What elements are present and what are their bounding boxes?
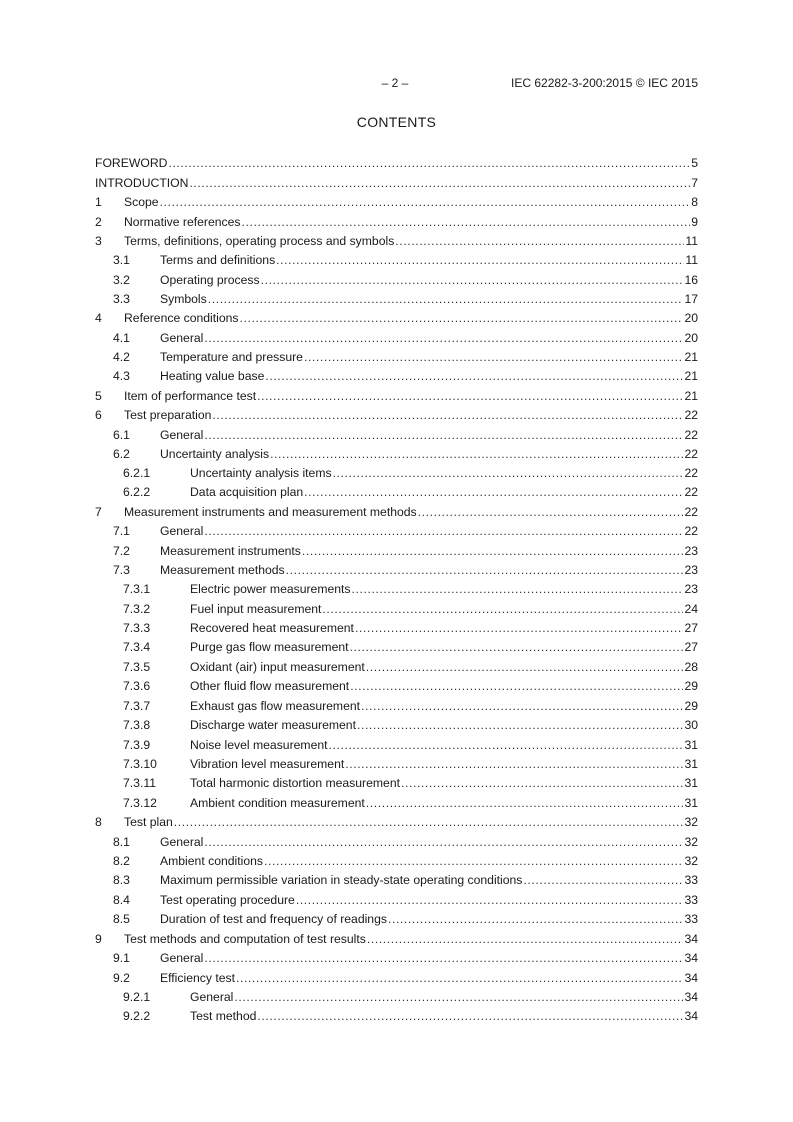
dot-leader	[265, 369, 683, 384]
toc-entry-page: 23	[684, 562, 698, 577]
toc-entry[interactable]	[95, 621, 698, 636]
toc-entry-page: 7	[691, 175, 698, 190]
toc-entry[interactable]	[95, 544, 698, 559]
toc-entry[interactable]	[95, 951, 698, 966]
toc-entry-title: Operating process	[160, 272, 260, 287]
toc-entry-title: Oxidant (air) input measurement	[190, 659, 365, 674]
toc-entry[interactable]	[95, 234, 698, 249]
dot-leader	[234, 990, 683, 1005]
toc-entry-page: 31	[684, 795, 698, 810]
toc-entry[interactable]	[95, 679, 698, 694]
toc-entry-number: 9.2.2	[123, 1009, 151, 1024]
toc-entry-page: 22	[684, 524, 698, 539]
toc-entry-page: 33	[684, 892, 698, 907]
toc-entry-title: Discharge water measurement	[190, 718, 356, 733]
dot-leader	[302, 544, 684, 559]
toc-entry-title: Exhaust gas flow measurement	[190, 698, 361, 713]
toc-entry-page: 32	[684, 815, 698, 830]
dot-leader	[352, 582, 684, 597]
toc-entry-page: 31	[684, 776, 698, 791]
toc-entry-page: 34	[684, 970, 698, 985]
toc-entry[interactable]	[95, 505, 698, 520]
toc-entry-number: 3.3	[113, 291, 130, 306]
toc-entry[interactable]	[95, 292, 698, 307]
toc-entry-title: Ambient condition measurement	[190, 795, 365, 810]
toc-entry-number: 7.2	[113, 543, 130, 558]
toc-entry-number: 7.3	[113, 562, 130, 577]
toc-entry-page: 11	[685, 253, 698, 268]
toc-entry-number: 5	[95, 388, 102, 403]
toc-entry-title: INTRODUCTION	[95, 175, 189, 190]
toc-entry-title: General	[160, 834, 204, 849]
dot-leader	[174, 815, 684, 830]
toc-entry-title: Electric power measurements	[190, 582, 351, 597]
dot-leader	[189, 176, 690, 191]
toc-entry-page: 31	[684, 737, 698, 752]
toc-entry-title: Test methods and computation of test results	[124, 931, 366, 946]
toc-entry-title: Other fluid flow measurement	[190, 679, 350, 694]
dot-leader	[523, 873, 683, 888]
toc-entry-number: 7.3.9	[123, 737, 151, 752]
toc-entry-number: 8.5	[113, 912, 130, 927]
toc-entry[interactable]	[95, 389, 698, 404]
dot-leader	[204, 951, 683, 966]
toc-entry-title: FOREWORD	[95, 156, 168, 170]
toc-entry-number: 4.3	[113, 369, 130, 384]
toc-entry-number: 6.2	[113, 446, 130, 461]
toc-entry-page: 33	[684, 912, 698, 927]
dot-leader	[333, 466, 684, 481]
toc-entry-page: 22	[684, 408, 698, 423]
dot-leader	[355, 621, 683, 636]
dot-leader	[204, 835, 683, 850]
toc-entry-page: 21	[684, 388, 698, 403]
page-number: – 2 –	[381, 76, 409, 90]
toc-entry-page: 27	[684, 640, 698, 655]
dot-leader	[168, 156, 690, 171]
toc-entry[interactable]	[95, 602, 698, 617]
toc-entry-title: Recovered heat measurement	[190, 620, 354, 635]
toc-entry-number: 7.3.6	[123, 679, 151, 694]
toc-entry[interactable]	[95, 195, 698, 210]
toc-entry-title: General	[160, 524, 204, 539]
toc-entry-page: 5	[691, 156, 698, 170]
toc-entry-title: Reference conditions	[124, 311, 239, 326]
toc-entry-page: 30	[684, 718, 698, 733]
toc-entry[interactable]	[95, 350, 698, 365]
dot-leader	[361, 699, 683, 714]
toc-entry-page: 22	[684, 504, 698, 519]
toc-entry[interactable]	[95, 466, 698, 481]
toc-entry-title: Normative references	[124, 214, 241, 229]
toc-entry-title: Measurement instruments and measurement methods	[124, 504, 417, 519]
dot-leader	[240, 311, 684, 326]
toc-entry-number: 8.2	[113, 853, 130, 868]
toc-entry-title: Item of performance test	[124, 388, 257, 403]
toc-entry-page: 22	[684, 446, 698, 461]
dot-leader	[257, 1009, 683, 1024]
dot-leader	[304, 350, 683, 365]
toc-entry-page: 32	[684, 853, 698, 868]
dot-leader	[204, 428, 683, 443]
toc-entry-title: Duration of test and frequency of readings	[160, 912, 387, 927]
toc-entry-page: 23	[684, 582, 698, 597]
dot-leader	[345, 757, 683, 772]
toc-entry-page: 24	[684, 601, 698, 616]
dot-leader	[257, 389, 683, 404]
dot-leader	[261, 273, 684, 288]
toc-entry-page: 22	[684, 485, 698, 500]
dot-leader	[208, 292, 684, 307]
toc-entry-title: Data acquisition plan	[190, 485, 304, 500]
dot-leader	[304, 485, 683, 500]
toc-entry[interactable]	[95, 990, 698, 1005]
toc-entry-number: 4	[95, 311, 102, 326]
toc-entry-number: 7.1	[113, 524, 130, 539]
toc-entry-title: Maximum permissible variation in steady-state operating conditions	[160, 873, 523, 888]
toc-entry-page: 17	[684, 291, 698, 306]
toc-entry[interactable]	[95, 582, 698, 597]
document-reference: IEC 62282-3-200:2015 © IEC 2015	[511, 76, 698, 90]
toc-entry-title: Ambient conditions	[160, 853, 263, 868]
toc-entry-number: 2	[95, 214, 102, 229]
toc-entry-page: 28	[684, 659, 698, 674]
toc-entry[interactable]	[95, 524, 698, 539]
toc-entry-number: 7.3.11	[123, 776, 156, 791]
toc-entry-number: 9	[95, 931, 102, 946]
toc-entry-title: Terms, definitions, operating process and symbols	[124, 234, 395, 248]
toc-entry[interactable]	[95, 699, 698, 714]
toc-entry-title: Heating value base	[160, 369, 265, 384]
toc-entry-number: 6	[95, 408, 102, 423]
toc-entry[interactable]	[95, 485, 698, 500]
toc-entry[interactable]	[95, 854, 698, 869]
toc-entry-page: 27	[684, 620, 698, 635]
dot-leader	[276, 253, 684, 268]
toc-entry-page: 21	[684, 349, 698, 364]
toc-entry-title: General	[190, 989, 234, 1004]
toc-entry[interactable]	[95, 932, 698, 947]
toc-entry[interactable]	[95, 176, 698, 191]
toc-entry-number: 9.1	[113, 951, 130, 966]
dot-leader	[270, 447, 683, 462]
dot-leader	[329, 738, 684, 753]
toc-entry-title: Terms and definitions	[160, 253, 276, 268]
toc-entry[interactable]	[95, 447, 698, 462]
toc-entry-number: 8.4	[113, 892, 130, 907]
toc-entry-number: 7.3.1	[123, 582, 151, 597]
toc-entry[interactable]	[95, 776, 698, 791]
toc-entry-number: 4.1	[113, 330, 130, 345]
toc-entry-number: 7.3.2	[123, 601, 151, 616]
dot-leader	[418, 505, 684, 520]
toc-entry-title: Measurement instruments	[160, 543, 301, 558]
table-of-contents	[95, 156, 698, 1024]
toc-entry-title: Purge gas flow measurement	[190, 640, 349, 655]
toc-entry[interactable]	[95, 640, 698, 655]
dot-leader	[350, 679, 683, 694]
toc-entry[interactable]	[95, 408, 698, 423]
toc-entry-title: Vibration level measurement	[190, 757, 345, 772]
toc-entry[interactable]	[95, 912, 698, 927]
toc-entry[interactable]	[95, 563, 698, 578]
toc-entry-title: Temperature and pressure	[160, 349, 303, 364]
toc-entry-page: 22	[684, 427, 698, 442]
dot-leader	[357, 718, 683, 733]
dot-leader	[367, 932, 684, 947]
toc-entry-title: Scope	[124, 195, 159, 209]
dot-leader	[264, 854, 683, 869]
toc-entry-number: 6.2.2	[123, 485, 151, 500]
toc-entry-title: Test plan	[124, 815, 173, 830]
toc-entry-number: 4.2	[113, 349, 130, 364]
toc-entry-number: 7	[95, 504, 102, 519]
toc-entry[interactable]	[95, 757, 698, 772]
toc-entry[interactable]	[95, 331, 698, 346]
dot-leader	[204, 331, 683, 346]
toc-entry-number: 7.3.12	[123, 795, 157, 810]
toc-entry-page: 34	[684, 931, 698, 946]
dot-leader	[236, 971, 683, 986]
toc-entry-title: Noise level measurement	[190, 737, 328, 752]
toc-entry[interactable]	[95, 311, 698, 326]
toc-entry[interactable]	[95, 156, 698, 171]
toc-entry-number: 8.3	[113, 873, 130, 888]
toc-entry-page: 34	[684, 989, 698, 1004]
dot-leader	[242, 215, 691, 230]
dot-leader	[160, 195, 691, 210]
dot-leader	[401, 776, 683, 791]
toc-entry-page: 21	[684, 369, 698, 384]
toc-entry-number: 9.2.1	[123, 989, 151, 1004]
toc-entry-page: 20	[684, 330, 698, 345]
toc-entry[interactable]	[95, 215, 698, 230]
toc-entry-title: Fuel input measurement	[190, 601, 322, 616]
toc-entry-title: General	[160, 427, 204, 442]
toc-entry-number: 1	[95, 195, 102, 209]
toc-entry-title: Uncertainty analysis	[160, 446, 270, 461]
toc-entry[interactable]	[95, 1009, 698, 1024]
toc-entry-page: 16	[684, 272, 698, 287]
toc-entry-title: Uncertainty analysis items	[190, 466, 332, 481]
toc-entry[interactable]	[95, 660, 698, 675]
toc-entry-number: 3	[95, 234, 102, 248]
toc-entry-page: 8	[691, 195, 698, 209]
toc-entry-page: 22	[684, 466, 698, 481]
toc-entry-page: 32	[684, 834, 698, 849]
toc-entry-number: 7.3.8	[123, 718, 151, 733]
toc-entry-title: Efficiency test	[160, 970, 235, 985]
dot-leader	[204, 524, 683, 539]
toc-entry[interactable]	[95, 253, 698, 268]
toc-entry-title: Test operating procedure	[160, 892, 295, 907]
toc-entry-page: 31	[684, 757, 698, 772]
toc-entry-title: Symbols	[160, 291, 207, 306]
toc-entry-number: 6.1	[113, 427, 130, 442]
toc-entry[interactable]	[95, 971, 698, 986]
toc-entry-page: 29	[684, 698, 698, 713]
toc-entry-number: 8.1	[113, 834, 130, 849]
dot-leader	[366, 660, 684, 675]
dot-leader	[395, 234, 684, 249]
toc-entry-page: 33	[684, 873, 698, 888]
toc-entry-title: General	[160, 951, 204, 966]
toc-entry[interactable]	[95, 796, 698, 811]
toc-entry-page: 34	[684, 1009, 698, 1024]
toc-entry-number: 7.3.5	[123, 659, 151, 674]
dot-leader	[212, 408, 683, 423]
toc-entry-page: 11	[685, 234, 698, 248]
toc-entry[interactable]	[95, 738, 698, 753]
toc-entry[interactable]	[95, 428, 698, 443]
toc-entry-number: 3.2	[113, 272, 130, 287]
toc-entry-page: 29	[684, 679, 698, 694]
toc-entry-number: 7.3.4	[123, 640, 151, 655]
toc-entry[interactable]	[95, 369, 698, 384]
toc-entry-title: Test method	[190, 1009, 257, 1024]
dot-leader	[388, 912, 683, 927]
toc-entry[interactable]	[95, 893, 698, 908]
toc-entry-page: 20	[684, 311, 698, 326]
dot-leader	[350, 640, 684, 655]
toc-entry-title: General	[160, 330, 204, 345]
toc-entry-title: Measurement methods	[160, 562, 285, 577]
dot-leader	[322, 602, 683, 617]
toc-entry[interactable]	[95, 273, 698, 288]
toc-entry-number: 7.3.3	[123, 620, 151, 635]
toc-entry-page: 9	[691, 214, 698, 229]
dot-leader	[296, 893, 684, 908]
toc-entry-number: 9.2	[113, 970, 130, 985]
toc-entry[interactable]	[95, 873, 698, 888]
toc-entry-title: Total harmonic distortion measurement	[190, 776, 400, 791]
toc-entry-page: 23	[684, 543, 698, 558]
toc-entry-number: 6.2.1	[123, 466, 151, 481]
toc-entry-number: 8	[95, 815, 102, 830]
page-header	[0, 76, 793, 92]
toc-entry-number: 7.3.10	[123, 757, 157, 772]
toc-entry-number: 3.1	[113, 253, 130, 268]
contents-title: CONTENTS	[356, 114, 437, 130]
toc-entry[interactable]	[95, 718, 698, 733]
toc-entry-title: Test preparation	[124, 408, 212, 423]
toc-entry-number: 7.3.7	[123, 698, 151, 713]
toc-entry[interactable]	[95, 815, 698, 830]
toc-entry-page: 34	[684, 951, 698, 966]
dot-leader	[366, 796, 684, 811]
toc-entry[interactable]	[95, 835, 698, 850]
dot-leader	[286, 563, 684, 578]
